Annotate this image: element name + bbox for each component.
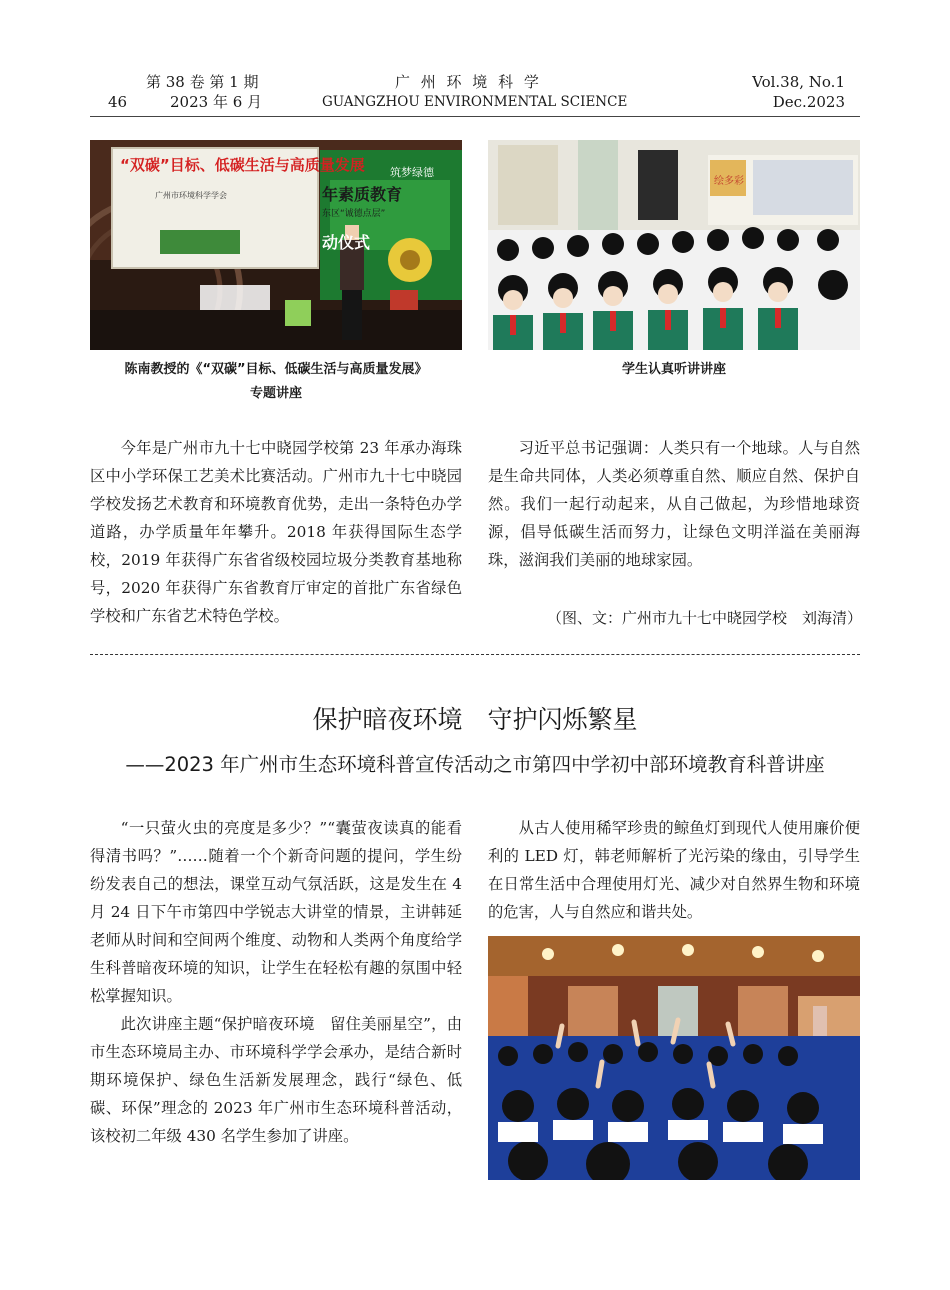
photo1-caption [90, 358, 462, 406]
header-rule [90, 116, 860, 117]
article2-title: 保护暗夜环境 守护闪烁繁星 [312, 705, 638, 734]
article2-right-column [488, 814, 860, 926]
photo1-screen-text-1: “双碳”目标、低碳生活与高质量发展 [120, 156, 365, 174]
article1-paragraph-right: 习近平总书记强调：人类只有一个地球。人与自然是生命共同体，人类必须尊重自然、顺应自然、保护自然。我们一起行动起来，从自己做起，为珍惜地球资源，倡导低碳生活而努力，让绿色文明洋溢在美丽海珠，滋润我们美丽的地球家园。 [488, 439, 860, 569]
article1-right-column [488, 434, 860, 574]
article1-paragraph-left: 今年是广州市九十七中晓园学校第 23 年承办海珠区中小学环保工艺美术比赛活动。广州市九十七中晓园学校发扬艺术教育和环境教育优势，走出一条特色办学道路，办学质量年年攀升。2018 年获得国际生态学校，2019 年获得广东省省级校园垃圾分类教育基地称号，2020 年获得广东省教育厅审定的首批广东省绿色学校和广东省艺术特色学校。 [90, 439, 462, 625]
photo1-board-text-2: 年素质教育 [322, 185, 403, 204]
photo1-screen-text-2: 广州市环境科学学会 [155, 191, 227, 200]
section-divider [90, 654, 860, 655]
article2-paragraph-2: 此次讲座主题“保护暗夜环境 留住美丽星空”，由市生态环境局主办、市环境科学学会承办，是结合新时期环境保护、绿色生活新发展理念，践行“绿色、低碳、环保”理念的 2023 年广州市生态环境科普活动，该校初二年级 430 名学生参加了讲座。 [90, 1015, 462, 1145]
volume-issue-cn: 第 38 卷 第 1 期 [146, 73, 259, 91]
lecture-stage-photo [90, 140, 462, 350]
photo1-board-text-4: 动仪式 [322, 233, 371, 252]
article2-paragraph-1: “一只萤火虫的亮度是多少？”“囊萤夜读真的能看得清书吗？”……随着一个个新奇问题的提问，学生纷纷发表自己的想法，课堂互动气氛活跃，这是发生在 4 月 24 日下午市第四中学锐志大讲堂的情景，主讲韩延老师从时间和空间两个维度、动物和人类两个角度给学生科普暗夜环境的知识，让学生在轻松有趣的氛围中轻松掌握知识。 [90, 819, 462, 1005]
article2-left-column [90, 814, 462, 1150]
photo1-board-text-1: 筑梦绿德 [390, 166, 434, 179]
photo1-board-text-3: 东区“诚德点层” [322, 209, 386, 219]
students-listening-photo [488, 140, 860, 350]
photo2-caption: 学生认真听讲讲座 [621, 362, 726, 377]
journal-title-cn: 广 州 环 境 科 学 [395, 73, 542, 91]
article2-subtitle: ——2023 年广州市生态环境科普宣传活动之市第四中学初中部环境教育科普讲座 [125, 753, 825, 776]
page-number: 46 [108, 93, 128, 111]
date-cn: 2023 年 6 月 [170, 93, 263, 111]
photo1-caption-line2: 专题讲座 [249, 386, 302, 401]
photo2-board-text: 绘多彩 [714, 176, 744, 187]
article2-paragraph-3: 从古人使用稀罕珍贵的鲸鱼灯到现代人使用廉价便利的 LED 灯，韩老师解析了光污染的缘由，引导学生在日常生活中合理使用灯光、减少对自然界生物和环境的危害，人与自然应和谐共处。 [488, 819, 860, 921]
article1-left-column [90, 434, 462, 630]
photo1-caption-line1: 陈南教授的《“双碳”目标、低碳生活与高质量发展》 [124, 362, 428, 377]
lecture-hall-photo [488, 936, 860, 1180]
article1-credit: （图、文：广州市九十七中晓园学校 刘海清） [546, 609, 862, 627]
date-en: Dec.2023 [772, 93, 845, 111]
volume-issue-en: Vol.38, No.1 [752, 73, 845, 91]
journal-title-en: GUANGZHOU ENVIRONMENTAL SCIENCE [322, 94, 628, 110]
